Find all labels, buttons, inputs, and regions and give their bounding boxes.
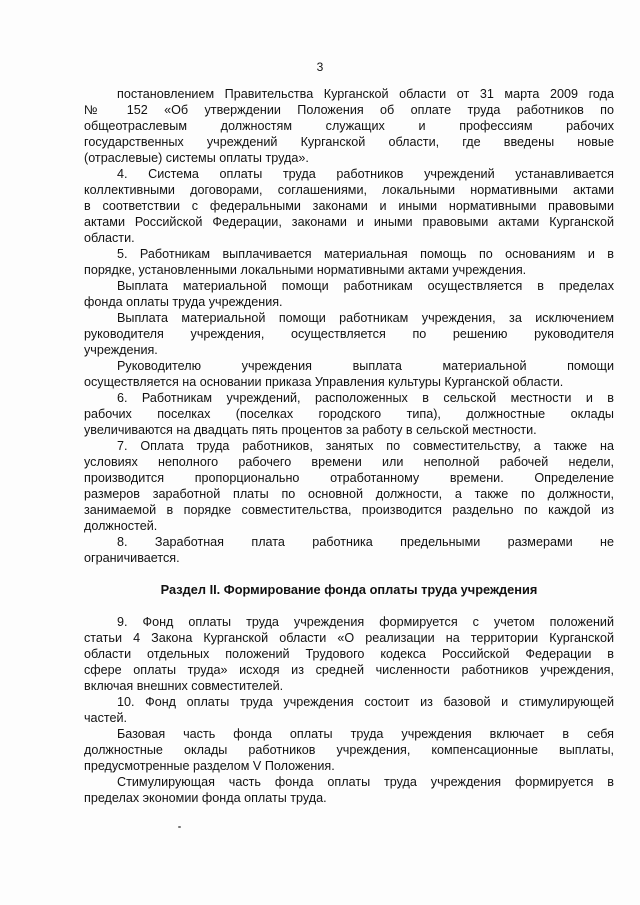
text-line: 7. Оплата труда работников, занятых по совместительству, а также на — [117, 439, 614, 453]
paragraph — [84, 278, 614, 310]
text-line: включая внешних совместителей. — [84, 679, 284, 693]
text-line: области. — [84, 231, 135, 245]
text-line: Руководителю учреждения выплата материальной помощи — [117, 359, 614, 373]
text-line: 10. Фонд оплаты труда учреждения состоит из базовой и стимулирующей — [117, 695, 614, 709]
text-line: должностные оклады работников учреждения, компенсационные выплаты, — [84, 743, 614, 757]
paragraph — [84, 726, 614, 774]
text-line: актами Российской Федерации, законами и иными правовыми актами Курганской — [84, 215, 614, 229]
text-line: рабочих поселках (поселках городского типа), должностные оклады — [84, 407, 614, 421]
text-line: фонда оплаты труда учреждения. — [84, 295, 283, 309]
paragraph — [84, 86, 614, 166]
text-line: должностей. — [84, 519, 158, 533]
page-number: 3 — [316, 60, 324, 74]
text-line: сфере оплаты труда» исходя из средней численности работников учреждения, — [84, 663, 614, 677]
text-line: № 152 «Об утверждении Положения об оплате труда работников по — [84, 103, 614, 117]
text-line: статьи 4 Закона Курганской области «О реализации на территории Курганской — [84, 631, 614, 645]
text-line: 5. Работникам выплачивается материальная помощь по основаниям и в — [117, 247, 614, 261]
text-line: Выплата материальной помощи работникам осуществляется в пределах — [117, 279, 614, 293]
text-line: производится пропорционально отработанному времени. Определение — [84, 471, 614, 485]
text-line: предусмотренные разделом V Положения. — [84, 759, 335, 773]
scan-speck — [178, 826, 181, 828]
text-line: размеров заработной платы по основной должности, а также по должности, — [84, 487, 614, 501]
text-line: коллективными договорами, соглашениями, локальными нормативными актами — [84, 183, 614, 197]
document-body — [84, 86, 614, 806]
paragraph — [84, 166, 614, 246]
text-line: руководителя учреждения, осуществляется по решению руководителя — [84, 327, 614, 341]
text-line: частей. — [84, 711, 128, 725]
paragraph — [84, 310, 614, 358]
paragraph — [84, 358, 614, 390]
text-line: пределах экономии фонда оплаты труда. — [84, 791, 327, 805]
paragraph — [84, 246, 614, 278]
text-line: постановлением Правительства Курганской области от 31 марта 2009 года — [117, 87, 614, 101]
text-line: учреждения. — [84, 343, 158, 357]
text-line: государственных учреждений Курганской области, где введены новые — [84, 135, 614, 149]
text-line: 9. Фонд оплаты труда учреждения формируется с учетом положений — [117, 615, 614, 629]
text-line: увеличиваются на двадцать пять процентов за работу в сельской местности. — [84, 423, 537, 437]
text-line: условиях неполного рабочего времени или неполной рабочей недели, — [84, 455, 614, 469]
text-line: осуществляется на основании приказа Управления культуры Курганской области. — [84, 375, 564, 389]
paragraph — [84, 774, 614, 806]
text-line: (отраслевые) системы оплаты труда». — [84, 151, 309, 165]
text-line: порядке, установленными локальными нормативными актами учреждения. — [84, 263, 527, 277]
text-line: общеотраслевым должностям служащих и профессиям рабочих — [84, 119, 614, 133]
paragraph — [84, 534, 614, 566]
text-line: области отдельных положений Трудового кодекса Российской Федерации в — [84, 647, 614, 661]
text-line: занимаемой в порядке совместительства, производится раздельно по каждой из — [84, 503, 614, 517]
text-line: Стимулирующая часть фонда оплаты труда учреждения формируется в — [117, 775, 614, 789]
text-line: Базовая часть фонда оплаты труда учреждения включает в себя — [117, 727, 614, 741]
paragraph — [84, 438, 614, 534]
text-line: Выплата материальной помощи работникам учреждения, за исключением — [117, 311, 614, 325]
text-line: 4. Система оплаты труда работников учреждений устанавливается — [117, 167, 614, 181]
paragraph — [84, 694, 614, 726]
text-line: ограничивается. — [84, 551, 180, 565]
text-line: в соответствии с федеральными законами и иными нормативными правовыми — [84, 199, 614, 213]
text-line: 6. Работникам учреждений, расположенных в сельской местности и в — [117, 391, 614, 405]
paragraph — [84, 614, 614, 694]
section-heading: Раздел II. Формирование фонда оплаты труда учреждения — [160, 582, 538, 597]
text-line: 8. Заработная плата работника предельными размерами не — [117, 535, 614, 549]
paragraph — [84, 390, 614, 438]
